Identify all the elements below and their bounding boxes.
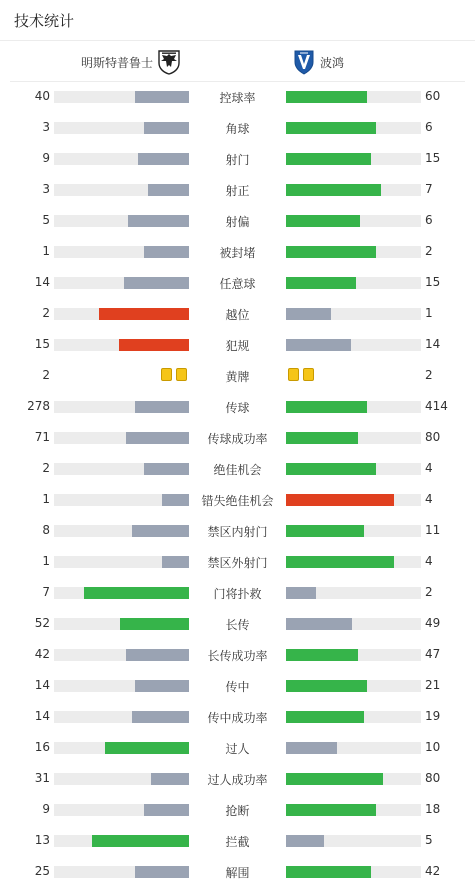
stat-row — [0, 614, 475, 634]
home-stat-bar — [128, 215, 189, 227]
away-stat-bar — [286, 525, 364, 537]
away-stat-value: 21 — [425, 678, 441, 692]
away-stat-value: 42 — [425, 864, 441, 878]
away-stat-value: 11 — [425, 523, 441, 537]
home-stat-bar-track — [54, 246, 189, 258]
home-stat-value: 9 — [42, 802, 50, 816]
home-stat-bar-track — [54, 215, 189, 227]
away-stat-bar — [286, 556, 394, 568]
away-stat-bar-track — [286, 618, 421, 630]
stat-row — [0, 397, 475, 417]
stat-row — [0, 459, 475, 479]
away-stat-bar — [286, 401, 367, 413]
stat-row — [0, 211, 475, 231]
home-stat-value: 2 — [42, 368, 50, 382]
away-stat-bar-track — [286, 339, 421, 351]
away-stat-bar — [286, 587, 316, 599]
home-stat-value: 14 — [34, 709, 50, 723]
home-stat-bar — [84, 587, 189, 599]
stat-label: 门将扑救 — [213, 587, 262, 601]
stat-row — [0, 676, 475, 696]
home-stat-bar-track — [54, 494, 189, 506]
home-stat-value: 31 — [34, 771, 50, 785]
stat-row — [0, 521, 475, 541]
away-team[interactable] — [292, 49, 344, 75]
away-stat-bar-track — [286, 308, 421, 320]
home-stat-bar — [120, 618, 189, 630]
home-stat-bar — [99, 308, 189, 320]
stat-label: 传中 — [225, 680, 250, 694]
away-stat-bar-track — [286, 587, 421, 599]
home-stat-bar — [162, 556, 189, 568]
yellow-card-icon — [303, 368, 314, 381]
away-stat-value: 14 — [425, 337, 441, 351]
home-stat-bar-track — [54, 680, 189, 692]
stat-label: 被封堵 — [219, 246, 256, 260]
away-stat-value: 7 — [425, 182, 433, 196]
home-stat-value: 2 — [42, 461, 50, 475]
home-stat-bar-track — [54, 308, 189, 320]
away-stat-value: 4 — [425, 554, 433, 568]
away-stat-value: 47 — [425, 647, 441, 661]
home-stat-value: 3 — [42, 120, 50, 134]
home-stat-bar — [126, 432, 189, 444]
home-stat-bar-track — [54, 339, 189, 351]
away-stat-bar — [286, 91, 367, 103]
stat-row — [0, 87, 475, 107]
stat-row — [0, 769, 475, 789]
home-stat-bar-track — [54, 184, 189, 196]
away-stat-bar — [286, 804, 376, 816]
away-stat-bar-track — [286, 432, 421, 444]
stat-row — [0, 118, 475, 138]
home-stat-bar-track — [54, 773, 189, 785]
away-stat-value: 18 — [425, 802, 441, 816]
home-stat-bar — [135, 866, 189, 878]
away-stat-value: 1 — [425, 306, 433, 320]
home-stat-bar-track — [54, 587, 189, 599]
stat-label: 抢断 — [225, 804, 250, 818]
stat-label: 长传 — [225, 618, 250, 632]
away-stat-value: 19 — [425, 709, 441, 723]
away-stat-bar — [286, 494, 394, 506]
away-stat-value: 2 — [425, 368, 433, 382]
away-stat-bar — [286, 680, 367, 692]
home-stat-bar-track — [54, 525, 189, 537]
away-stat-bar — [286, 866, 371, 878]
away-stat-bar — [286, 277, 356, 289]
stat-label: 过人成功率 — [207, 773, 268, 787]
stat-label: 绝佳机会 — [213, 463, 262, 477]
away-stat-value: 10 — [425, 740, 441, 754]
home-stat-bar — [92, 835, 189, 847]
stat-label: 传中成功率 — [207, 711, 268, 725]
away-stat-bar — [286, 184, 381, 196]
away-stat-value: 5 — [425, 833, 433, 847]
home-stat-bar — [162, 494, 189, 506]
home-stat-value: 278 — [27, 399, 50, 413]
home-stat-value: 13 — [34, 833, 50, 847]
away-stat-bar-track — [286, 835, 421, 847]
stat-row — [0, 490, 475, 510]
home-stat-bar — [148, 184, 189, 196]
stat-row — [0, 428, 475, 448]
stat-label: 传球成功率 — [207, 432, 268, 446]
home-stat-bar — [124, 277, 189, 289]
away-team-name: 波鸿 — [320, 55, 345, 70]
home-stat-value: 8 — [42, 523, 50, 537]
away-stat-bar-track — [286, 91, 421, 103]
home-stat-bar-track — [54, 277, 189, 289]
away-stat-bar — [286, 463, 376, 475]
away-stat-value: 4 — [425, 461, 433, 475]
stat-label: 错失绝佳机会 — [201, 494, 274, 508]
home-stat-bar-track — [54, 804, 189, 816]
home-stat-bar — [132, 711, 189, 723]
away-stat-bar-track — [286, 184, 421, 196]
home-stat-bar — [144, 463, 189, 475]
stat-row — [0, 149, 475, 169]
home-stat-bar-track — [54, 711, 189, 723]
home-stat-bar-track — [54, 866, 189, 878]
home-stat-bar — [144, 246, 189, 258]
stat-label: 角球 — [225, 122, 250, 136]
away-stat-bar-track — [286, 494, 421, 506]
stat-label: 过人 — [225, 742, 250, 756]
home-stat-value: 1 — [42, 492, 50, 506]
away-stat-value: 2 — [425, 585, 433, 599]
stat-row — [0, 862, 475, 882]
stat-row — [0, 273, 475, 293]
stat-row — [0, 366, 475, 386]
away-stat-bar — [286, 215, 360, 227]
yellow-card-icon — [288, 368, 299, 381]
away-stat-bar-track — [286, 773, 421, 785]
home-stat-value: 7 — [42, 585, 50, 599]
away-stat-value: 6 — [425, 213, 433, 227]
away-stat-bar — [286, 618, 352, 630]
home-stat-bar-track — [54, 556, 189, 568]
home-stat-bar — [126, 649, 189, 661]
away-stat-bar-track — [286, 866, 421, 878]
away-stat-value: 60 — [425, 89, 441, 103]
home-stat-bar-track — [54, 432, 189, 444]
away-stat-bar-track — [286, 215, 421, 227]
home-stat-value: 3 — [42, 182, 50, 196]
stat-label: 拦截 — [225, 835, 250, 849]
home-stat-bar-track — [54, 401, 189, 413]
away-stat-bar — [286, 122, 376, 134]
stat-label: 射门 — [225, 153, 250, 167]
stat-label: 射偏 — [225, 215, 250, 229]
stat-label: 控球率 — [219, 91, 256, 105]
away-stat-bar — [286, 246, 376, 258]
stat-row — [0, 645, 475, 665]
home-stat-bar — [144, 122, 189, 134]
away-stat-bar — [286, 153, 371, 165]
teams-header — [10, 41, 465, 82]
home-stat-value: 42 — [34, 647, 50, 661]
stat-label: 任意球 — [219, 277, 256, 291]
home-stat-bar-track — [54, 649, 189, 661]
home-stat-bar — [144, 804, 189, 816]
home-stat-bar — [135, 680, 189, 692]
vfl-bochum-crest-icon — [292, 49, 316, 75]
away-stat-bar-track — [286, 680, 421, 692]
preussen-muenster-eagle-crest-icon — [157, 49, 181, 75]
stat-row — [0, 738, 475, 758]
stat-row — [0, 583, 475, 603]
away-stat-value: 80 — [425, 771, 441, 785]
away-stat-value: 4 — [425, 492, 433, 506]
stat-row — [0, 180, 475, 200]
home-stat-value: 1 — [42, 554, 50, 568]
away-stat-value: 15 — [425, 275, 441, 289]
away-stat-bar-track — [286, 277, 421, 289]
section-header — [0, 0, 475, 41]
home-stat-bar-track — [54, 618, 189, 630]
away-yellow-cards — [286, 368, 316, 381]
home-stat-value: 9 — [42, 151, 50, 165]
home-stat-value: 52 — [34, 616, 50, 630]
home-stat-value: 15 — [34, 337, 50, 351]
away-stat-bar-track — [286, 463, 421, 475]
away-stat-bar-track — [286, 649, 421, 661]
away-stat-bar-track — [286, 711, 421, 723]
away-stat-value: 49 — [425, 616, 441, 630]
home-stat-bar-track — [54, 463, 189, 475]
away-stat-bar-track — [286, 742, 421, 754]
home-stat-value: 16 — [34, 740, 50, 754]
home-stat-value: 14 — [34, 275, 50, 289]
home-stat-value: 40 — [34, 89, 50, 103]
stat-label: 解围 — [225, 866, 250, 880]
home-stat-bar-track — [54, 91, 189, 103]
stat-label: 犯规 — [225, 339, 250, 353]
home-stat-value: 2 — [42, 306, 50, 320]
away-stat-bar — [286, 649, 358, 661]
stat-row — [0, 552, 475, 572]
away-stat-bar-track — [286, 122, 421, 134]
home-stat-value: 25 — [34, 864, 50, 878]
stat-row — [0, 304, 475, 324]
home-stat-bar-track — [54, 153, 189, 165]
yellow-card-icon — [176, 368, 187, 381]
home-stat-bar — [135, 91, 189, 103]
yellow-card-icon — [161, 368, 172, 381]
away-stat-bar-track — [286, 556, 421, 568]
home-stat-bar-track — [54, 122, 189, 134]
stat-label: 长传成功率 — [207, 649, 268, 663]
home-stat-value: 5 — [42, 213, 50, 227]
home-stat-bar-track — [54, 835, 189, 847]
home-stat-bar — [138, 153, 189, 165]
stat-label: 禁区外射门 — [207, 556, 268, 570]
away-stat-value: 6 — [425, 120, 433, 134]
home-stat-bar — [105, 742, 189, 754]
away-stat-bar — [286, 742, 337, 754]
away-stat-bar-track — [286, 401, 421, 413]
stat-row — [0, 707, 475, 727]
home-stat-bar — [132, 525, 189, 537]
away-stat-bar — [286, 835, 324, 847]
home-yellow-cards — [159, 368, 189, 381]
stat-row — [0, 242, 475, 262]
home-stat-bar — [151, 773, 189, 785]
home-team-name: 明斯特普鲁士 — [80, 55, 153, 70]
stat-label: 黄牌 — [225, 370, 250, 384]
home-stat-bar-track — [54, 742, 189, 754]
away-stat-value: 80 — [425, 430, 441, 444]
stat-label: 射正 — [225, 184, 250, 198]
away-stat-bar — [286, 339, 351, 351]
stat-label: 传球 — [225, 401, 250, 415]
away-stat-value: 414 — [425, 399, 448, 413]
stat-row — [0, 831, 475, 851]
home-team[interactable] — [81, 49, 181, 75]
away-stat-bar — [286, 773, 383, 785]
away-stat-bar-track — [286, 804, 421, 816]
home-stat-bar — [135, 401, 189, 413]
stat-row — [0, 800, 475, 820]
away-stat-value: 2 — [425, 244, 433, 258]
section-title: 技术统计 — [14, 12, 75, 30]
away-stat-bar — [286, 432, 358, 444]
away-stat-bar-track — [286, 246, 421, 258]
home-stat-value: 14 — [34, 678, 50, 692]
away-stat-bar — [286, 308, 331, 320]
stat-label: 禁区内射门 — [207, 525, 268, 539]
home-stat-bar — [119, 339, 189, 351]
away-stat-bar-track — [286, 525, 421, 537]
away-stat-value: 15 — [425, 151, 441, 165]
home-stat-value: 71 — [34, 430, 50, 444]
stat-label: 越位 — [225, 308, 250, 322]
stat-row — [0, 335, 475, 355]
away-stat-bar — [286, 711, 364, 723]
home-stat-value: 1 — [42, 244, 50, 258]
away-stat-bar-track — [286, 153, 421, 165]
